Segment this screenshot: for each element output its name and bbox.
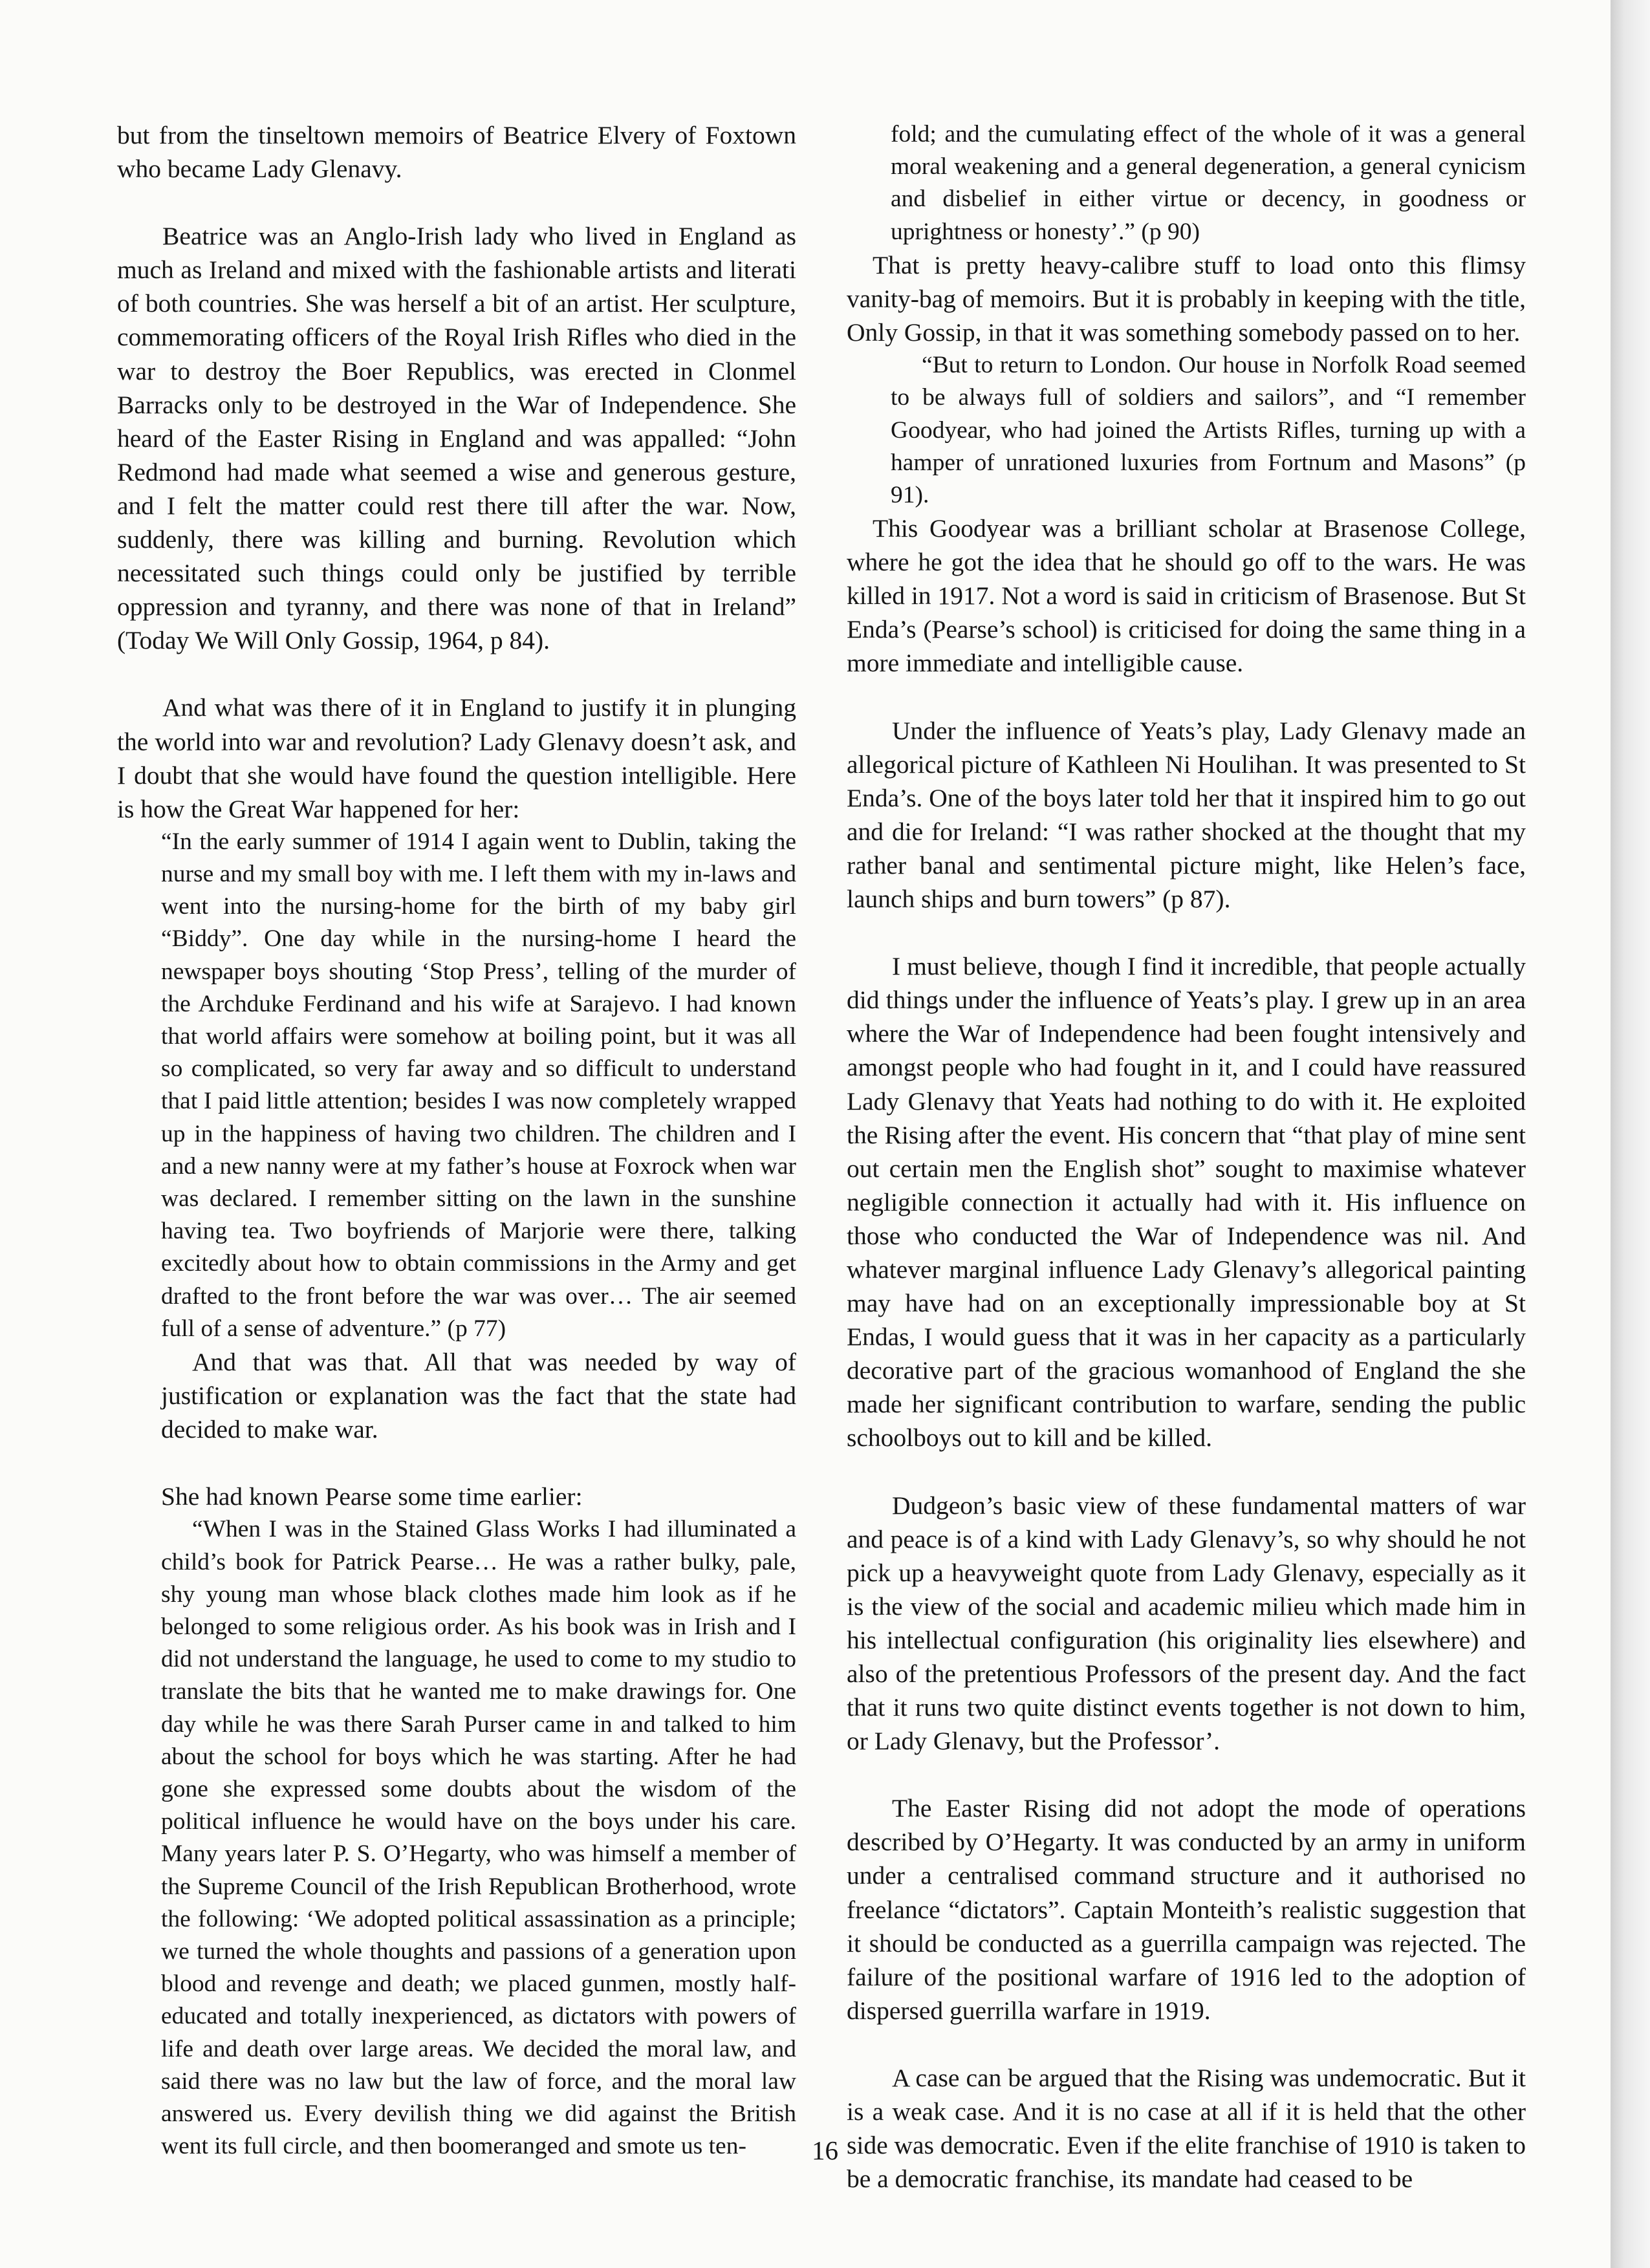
- left-column: [117, 118, 796, 2163]
- paragraph: Beatrice was an Anglo-Irish lady who lived in England as much as Ireland and mixed with the fashionable artists and literati of both countries. She was herself a bit of an artist. Her sculpture, commemorating officers of the Royal Irish Rifles who died in the war to destroy the Boer Republics, was erected in Clonmel Barracks only to be destroyed in the War of Independence. She heard of the Easter Rising in England and was appalled: “John Redmond had made what seemed a wise and generous gesture, and I felt the matter could rest there till after the war. Now, suddenly, there was killing and burning. Revolution which necessitated such things could only be justified by terrible oppression and tyranny, and there was none of that in Ireland” (Today We Will Only Gossip, 1964, p 84).: [117, 222, 796, 655]
- page-number: 16: [812, 2135, 838, 2165]
- block-quote: “In the early summer of 1914 I again went to Dublin, taking the nurse and my small boy with me. I left them with my in-laws and went into the nursing-home for the birth of my baby girl “Biddy”. One day while in the nursing-home I heard the newspaper boys shouting ‘Stop Press’, telling of the murder of the Archduke Ferdinand and his wife at Sarajevo. I had known that world affairs were somehow at boiling point, but it was all so complicated, so very far away and so difficult to understand that I paid little attention; besides I was now completely wrapped up in the happiness of having two children. The children and I and a new nanny were at my father’s house at Foxrock when war was declared. I remember sitting on the lawn in the sunshine having tea. Two boyfriends of Marjorie were there, talking excitedly about how to obtain commissions in the Army and get drafted to the front before the war was over… The air seemed full of a sense of adventure.” (p 77): [161, 828, 796, 1342]
- right-column: [847, 118, 1526, 2196]
- paragraph: That is pretty heavy-calibre stuff to load onto this flimsy vanity-bag of memoirs. But it is probably in keeping with the title, Only Gossip, in that it was something somebody passed on to her.: [847, 250, 1526, 347]
- paragraph: but from the tinseltown memoirs of Beatrice Elvery of Foxtown who became Lady Glenavy.: [117, 121, 796, 184]
- paragraph: And that was that. All that was needed by way of justification or explanation was the fact that the state had decided to make war.: [161, 1348, 796, 1444]
- paragraph: A case can be argued that the Rising was undemocratic. But it is a weak case. And it is no case at all if it is held that the other side was democratic. Even if the elite franchise of 1910 is taken to be a democratic franchise, its mandate had ceased to be: [847, 2063, 1526, 2194]
- paragraph: The Easter Rising did not adopt the mode of operations described by O’Hegarty. It was conducted by an army in uniform under a centralised command structure and it authorised no freelance “dictators”. Captain Monteith’s realistic suggestion that it should be conducted as a guerrilla campaign was rejected. The failure of the positional warfare of 1916 led to the adoption of dispersed guerrilla warfare in 1919.: [847, 1794, 1526, 2025]
- scan-edge-shadow: [1611, 0, 1650, 2268]
- paragraph: Dudgeon’s basic view of these fundamental matters of war and peace is of a kind with Lady Glenavy’s, so why should he not pick up a heavyweight quote from Lady Glenavy, especially as it is the view of the social and academic milieu which made him in his intellectual configuration (his originality lies elsewhere) and also of the pretentious Professors of the present day. And the fact that it runs two quite distinct events together is not down to him, or Lady Glenavy, but the Professor’.: [847, 1491, 1526, 1756]
- paragraph: Under the influence of Yeats’s play, Lady Glenavy made an allegorical picture of Kathleen Ni Houlihan. It was presented to St Enda’s. One of the boys later told her that it inspired him to go out and die for Ireland: “I was rather shocked at the thought that my rather banal and sentimental picture might, like Helen’s face, launch ships and burn towers” (p 87).: [847, 716, 1526, 914]
- paragraph: And what was there of it in England to justify it in plunging the world into war and revolution? Lady Glenavy doesn’t ask, and I doubt that she would have found the question intelligible. Here is how the Great War happened for her:: [117, 693, 796, 823]
- block-quote: “When I was in the Stained Glass Works I had illuminated a child’s book for Patrick Pearse… He was a rather bulky, pale, shy young man whose black clothes made him look as if he belonged to some religious order. As his book was in Irish and I did not understand the language, he used to come to my studio to translate the bits that he wanted me to make drawings for. One day while he was there Sarah Purser came in and talked to him about the school for boys which he was starting. After he had gone she expressed some doubts about the wisdom of the political influence he would have on the boys under his care. Many years later P. S. O’Hegarty, who was himself a member of the Supreme Council of the Irish Republican Brotherhood, wrote the following: ‘We adopted political assassination as a principle; we turned the whole thoughts and passions of a generation upon blood and revenge and death; we placed gunmen, mostly half-educated and totally inexperienced, as dictators with powers of life and death over large areas. We decided the moral law, and said there was no law but the law of force, and the moral law answered us. Every devilish thing we did against the British went its full circle, and then boomeranged and smote us ten-: [161, 1516, 796, 2160]
- paragraph: This Goodyear was a brilliant scholar at Brasenose College, where he got the idea that he should go off to the wars. He was killed in 1917. Not a word is said in criticism of Brasenose. But St Enda’s (Pearse’s school) is criticised for doing the same thing in a more immediate and intelligible cause.: [847, 514, 1526, 678]
- paragraph: She had known Pearse some time earlier:: [161, 1482, 583, 1511]
- paragraph: I must believe, though I find it incredible, that people actually did things under the influence of Yeats’s play. I grew up in an area where the War of Independence had been fought intensively and amongst people who had fought in it, and I could have reassured Lady Glenavy that Yeats had nothing to do with it. He exploited the Rising after the event. His concern that “that play of mine sent out certain men the English shot” sought to maximise whatever negligible connection it actually had with it. His influence on those who conducted the War of Independence was nil. And whatever marginal influence Lady Glenavy’s allegorical painting may have had on an exceptionally impressionable boy at St Endas, I would guess that it was in her capacity as a particularly decorative part of the gracious womanhood of England the she made her significant contribution to warfare, sending the public schoolboys out to kill and be killed.: [847, 952, 1526, 1453]
- block-quote: “But to return to London. Our house in Norfolk Road seemed to be always full of soldiers and sailors”, and “I remember Goodyear, who had joined the Artists Rifles, turning up with a hamper of unrationed luxuries from Fortnum and Masons” (p 91).: [891, 352, 1526, 508]
- block-quote: fold; and the cumulating effect of the whole of it was a general moral weakening and a general degeneration, a general cynicism and disbelief in either virtue or decency, in goodness or uprightness or honesty’.” (p 90): [891, 121, 1526, 245]
